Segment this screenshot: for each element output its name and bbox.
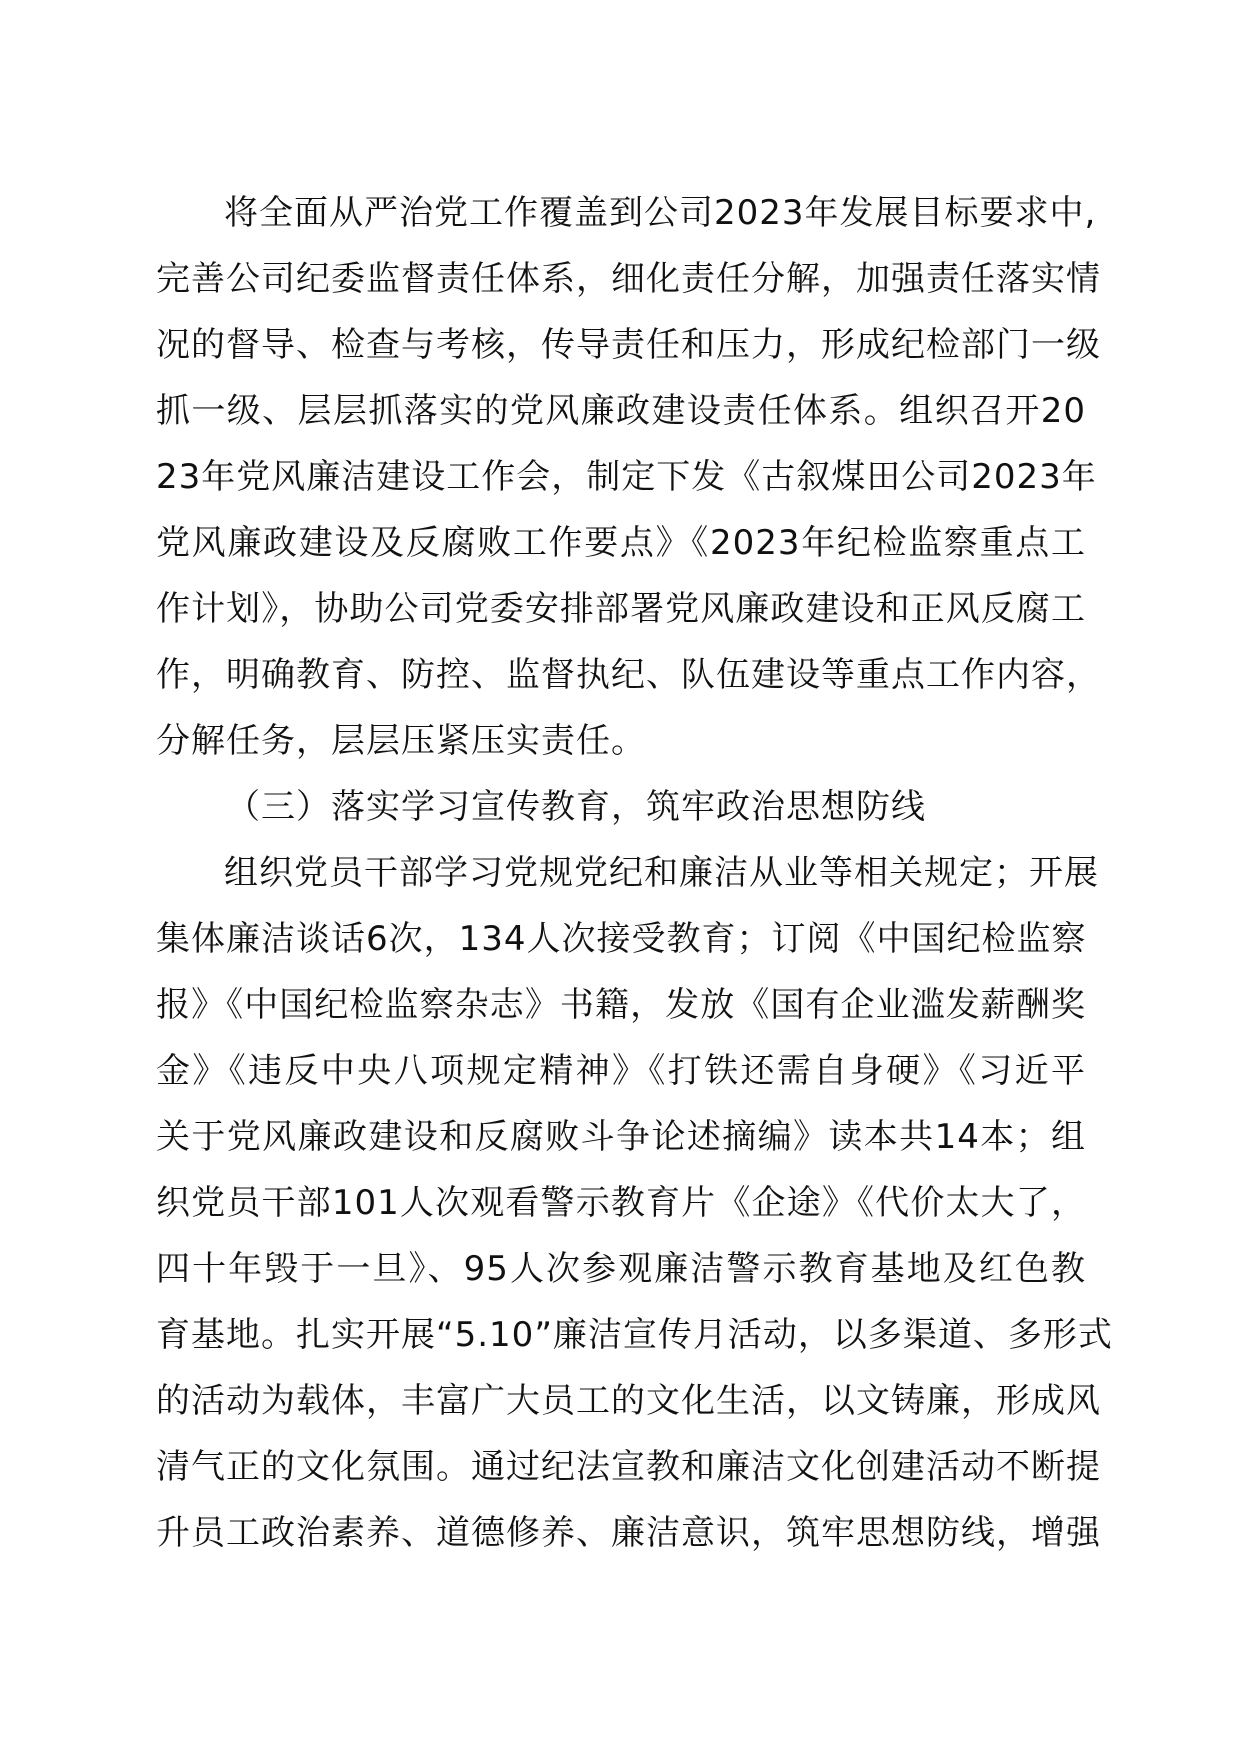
paragraph-line: 完善公司纪委监督责任体系，细化责任分解，加强责任落实情	[156, 259, 1101, 299]
paragraph-line: 集体廉洁谈话6次，134人次接受教育；订阅《中国纪检监察	[156, 919, 1087, 959]
paragraph-line: 作计划》，协助公司党委安排部署党风廉政建设和正风反腐工	[156, 589, 1086, 629]
paragraph-line: 金》《违反中央八项规定精神》《打铁还需自身硬》《习近平	[156, 1051, 1086, 1091]
paragraph-line: 23年党风廉洁建设工作会，制定下发《古叙煤田公司2023年	[156, 457, 1097, 497]
paragraph-line: 织党员干部101人次观看警示教育片《企途》《代价太大了，	[156, 1183, 1086, 1223]
paragraph-line: 清气正的文化氛围。通过纪法宣教和廉洁文化创建活动不断提	[156, 1447, 1101, 1487]
paragraph-line: 升员工政治素养、道德修养、廉洁意识，筑牢思想防线，增强	[156, 1513, 1101, 1553]
paragraph-line: 的活动为载体，丰富广大员工的文化生活，以文铸廉，形成风	[156, 1381, 1101, 1421]
section-heading: （三）落实学习宣传教育，筑牢政治思想防线	[226, 787, 926, 827]
paragraph-line: 党风廉政建设及反腐败工作要点》《2023年纪检监察重点工	[156, 523, 1086, 563]
paragraph-line: 报》《中国纪检监察杂志》书籍，发放《国有企业滥发薪酬奖	[156, 985, 1086, 1025]
paragraph-line: 四十年毁于一旦》、95人次参观廉洁警示教育基地及红色教	[156, 1249, 1086, 1289]
paragraph-line: 抓一级、层层抓落实的党风廉政建设责任体系。组织召开20	[156, 391, 1086, 431]
paragraph-line: 作，明确教育、防控、监督执纪、队伍建设等重点工作内容，	[156, 655, 1101, 695]
paragraph-line: 育基地。扎实开展“5.10”廉洁宣传月活动，以多渠道、多形式	[156, 1315, 1113, 1355]
paragraph-line: 将全面从严治党工作覆盖到公司2023年发展目标要求中,	[224, 193, 1097, 233]
paragraph-line: 况的督导、检查与考核，传导责任和压力，形成纪检部门一级	[156, 325, 1101, 365]
paragraph-line: 组织党员干部学习党规党纪和廉洁从业等相关规定；开展	[224, 853, 1099, 893]
paragraph-line: 分解任务，层层压紧压实责任。	[156, 721, 646, 761]
paragraph-line: 关于党风廉政建设和反腐败斗争论述摘编》读本共14本；组	[156, 1117, 1086, 1157]
document-body	[156, 180, 1113, 1566]
